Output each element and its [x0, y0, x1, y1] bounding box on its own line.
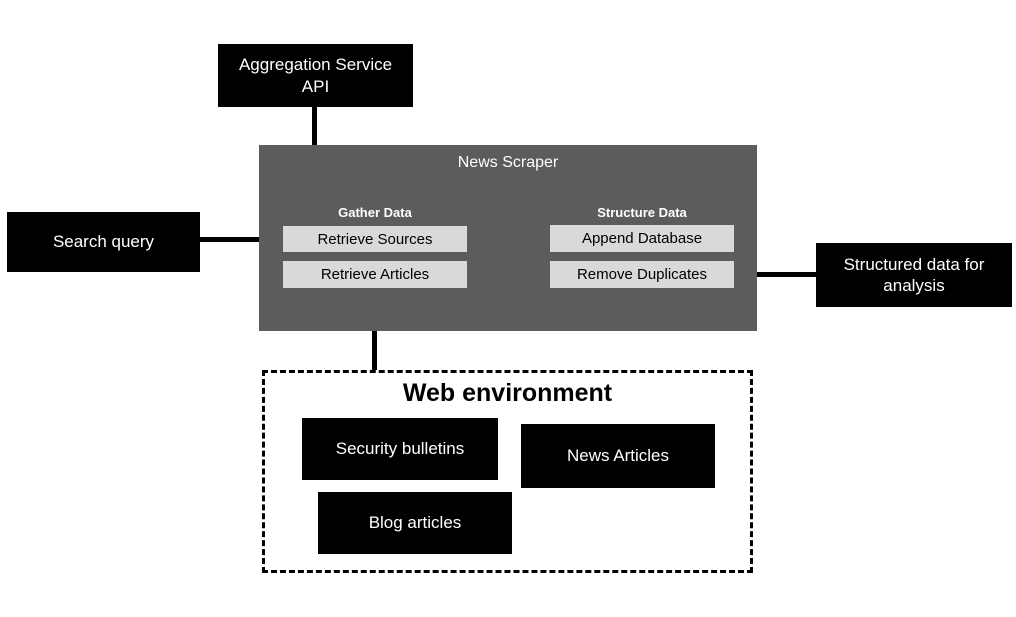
step-retrieve-sources: Retrieve Sources	[283, 226, 467, 252]
node-security-bulletins	[302, 418, 498, 480]
container-news-scraper	[259, 145, 757, 331]
node-aggregation-service-api	[218, 44, 413, 107]
web-environment-title: Web environment	[402, 378, 613, 407]
node-structured-data-for-analysis-label: Structured data for analysis	[843, 254, 985, 295]
step-remove-duplicates: Remove Duplicates	[550, 261, 734, 288]
news-scraper-title: News Scraper	[457, 154, 559, 171]
node-security-bulletins-label: Security bulletins	[335, 439, 465, 459]
node-news-articles-label: News Articles	[566, 446, 670, 466]
node-blog-articles	[318, 492, 512, 554]
step-append-database: Append Database	[550, 225, 734, 252]
node-search-query	[7, 212, 200, 272]
node-news-articles	[521, 424, 715, 488]
container-web-environment	[262, 370, 753, 573]
node-aggregation-service-api-label: Aggregation Service API	[238, 55, 393, 96]
group-label-gather-data: Gather Data	[338, 204, 412, 220]
step-retrieve-articles: Retrieve Articles	[283, 261, 467, 288]
group-label-structure-data: Structure Data	[597, 204, 687, 220]
node-structured-data-for-analysis	[816, 243, 1012, 307]
node-search-query-label: Search query	[52, 232, 155, 252]
node-blog-articles-label: Blog articles	[368, 513, 462, 533]
